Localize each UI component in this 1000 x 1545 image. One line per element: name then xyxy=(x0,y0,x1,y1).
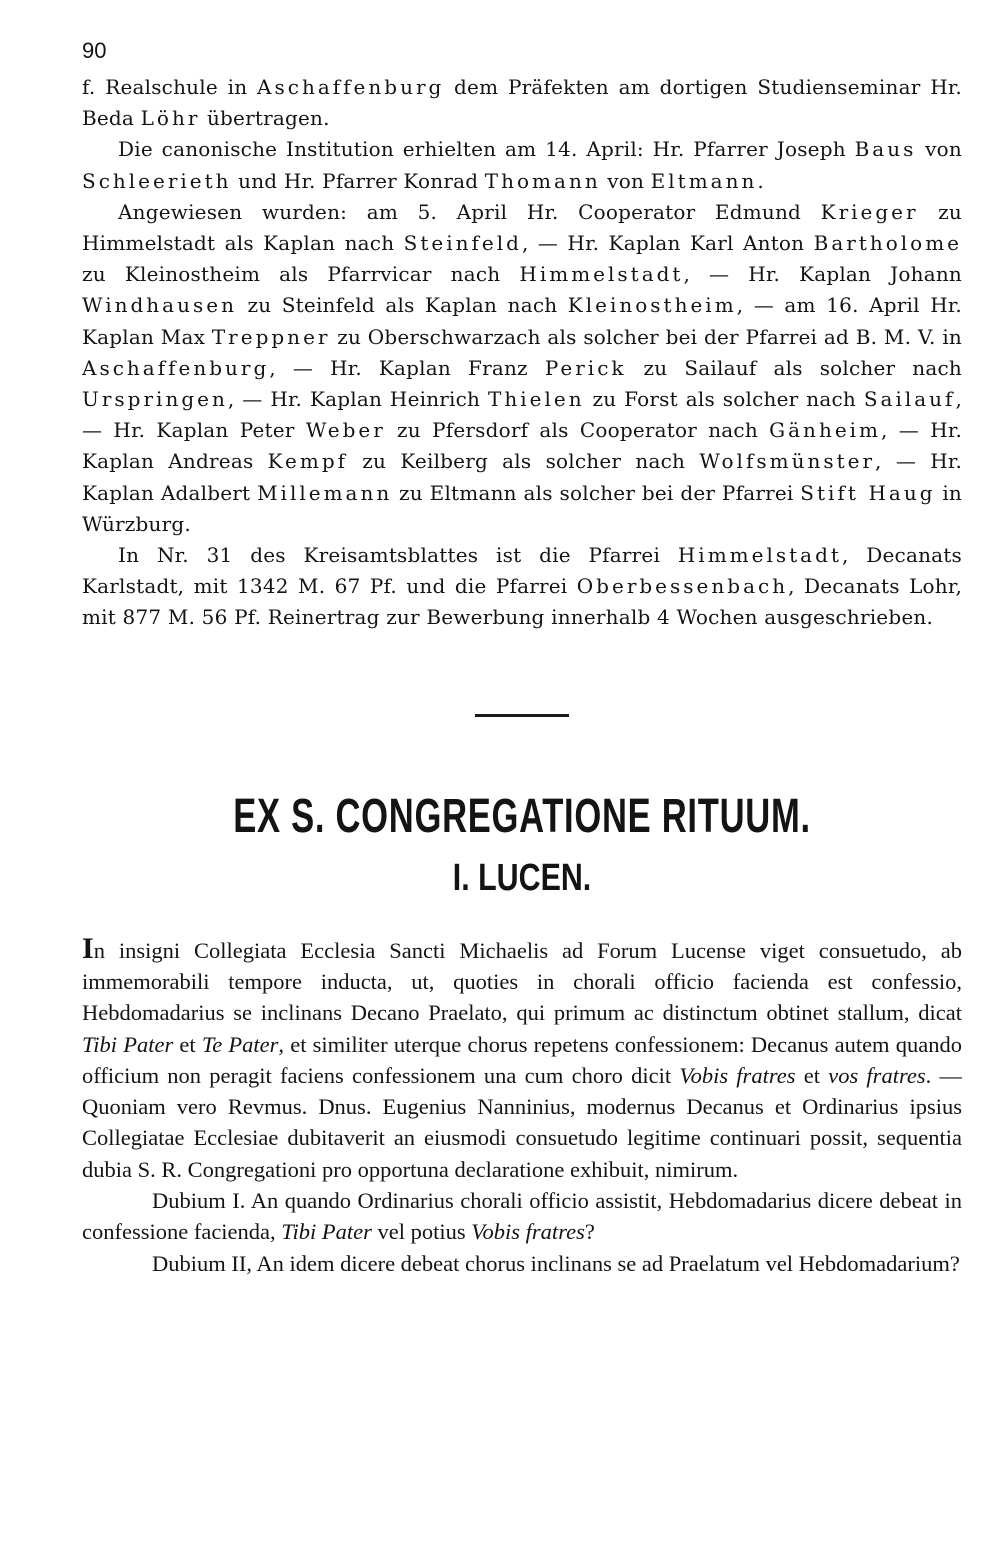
text-run: in Würzburg. xyxy=(82,480,962,536)
spaced-person-name: Krieger xyxy=(820,199,919,224)
text-run: n insigni Collegiata Ecclesia Sancti Michaelis ad Forum Lucense viget consuetudo, ab immemorabili tempore inducta, ut, quoties in chorali officio facienda est confessio, Hebdomadarius se inclinans Decano Praelato, qui primum ac distinctum obtinet stallum, dicat xyxy=(82,937,962,1026)
text-run: , — Hr. Kaplan Adalbert xyxy=(82,449,963,505)
text-run: zu Forst als solcher nach xyxy=(584,387,864,412)
paragraph-canonical-institution xyxy=(82,134,962,196)
text-run: vel potius xyxy=(371,1219,472,1245)
text-run: von xyxy=(916,137,962,162)
spaced-place-name: Aschaffenburg xyxy=(82,355,270,380)
text-run: , — Hr. Kaplan Franz xyxy=(269,355,545,380)
spaced-person-name: Löhr xyxy=(140,106,201,131)
italic-phrase: Tibi Pater xyxy=(82,1031,174,1057)
spaced-place-name: Steinfeld xyxy=(403,231,522,256)
text-run: zu Sailauf als solcher nach xyxy=(626,355,962,380)
paragraph-consuetudo xyxy=(82,931,962,1185)
text-run: , Decanats Lohr, mit 877 M. 56 Pf. Reinertrag zur Bewerbung innerhalb 4 Wochen ausgeschrieben. xyxy=(82,574,962,630)
text-run: Angewiesen wurden: am 5. April Hr. Cooperator Edmund xyxy=(118,199,821,224)
spaced-person-name: Weber xyxy=(305,418,386,443)
spaced-person-name: Kempf xyxy=(267,449,349,474)
italic-phrase: Vobis fratres xyxy=(471,1219,585,1245)
spaced-person-name: Millemann xyxy=(257,480,393,505)
text-run: et xyxy=(173,1031,202,1057)
text-run: , — Hr. Kaplan Karl Anton xyxy=(521,231,814,256)
spaced-place-name: Eltmann xyxy=(650,168,758,193)
text-run: , et similiter uterque chorus repetens confessionem: Decanus autem quando officium non peragit faciens confessionem una cum choro dicit xyxy=(82,1031,962,1088)
spaced-person-name: Baus xyxy=(854,137,917,162)
text-run: ? xyxy=(584,1219,595,1245)
text-run: Dubium I. An quando Ordinarius chorali officio assistit, Hebdomadarius dicere debeat in confessione facienda, xyxy=(82,1188,962,1245)
italic-phrase: Tibi Pater xyxy=(281,1219,372,1245)
paragraph-dubium-1 xyxy=(82,1185,962,1248)
spaced-person-name: Thielen xyxy=(488,387,585,412)
paragraph-vacancies xyxy=(82,540,962,634)
spaced-person-name: Windhausen xyxy=(82,293,237,318)
spaced-person-name: Treppner xyxy=(211,324,331,349)
section-subheading: I. LUCEN. xyxy=(452,856,592,899)
spaced-person-name: Perick xyxy=(544,355,627,380)
spaced-place-name: Wolfsmünster xyxy=(699,449,876,474)
spaced-person-name: Thomann xyxy=(484,168,601,193)
spaced-place-name: Kleinostheim xyxy=(567,293,737,318)
text-run: zu Steinfeld als Kaplan nach xyxy=(236,293,568,318)
text-run: . — Quoniam vero Revmus. Dnus. Eugenius Nanninius, modernus Decanus et Ordinarius ipsius Collegiatae Ecclesiae dubitaverit an eiusmodi consuetudo legitime continuari possit, sequentia dubia S. R. Congregationi pro opportuna declaratione exhibuit, nimirum. xyxy=(82,1062,962,1182)
italic-phrase: Te Pater xyxy=(201,1031,279,1057)
text-run: et xyxy=(795,1062,829,1088)
drop-cap: I xyxy=(82,931,94,965)
spaced-place-name: Oberbessenbach xyxy=(576,574,789,599)
text-run: , Decanats Karlstadt, mit 1342 M. 67 Pf. und die Pfarrei xyxy=(82,543,962,599)
latin-decree-section xyxy=(82,931,962,1279)
spaced-place-name: Schleerieth xyxy=(82,168,232,193)
spaced-place-name: Aschaffenburg xyxy=(257,75,445,99)
text-run: Die canonische Institution erhielten am 14. April: Hr. Pfarrer Joseph xyxy=(118,137,855,162)
spaced-place-name: Himmelstadt xyxy=(519,262,684,287)
spaced-place-name: Gänheim xyxy=(769,418,882,443)
italic-phrase: vos fratres xyxy=(828,1062,926,1088)
text-run: , — Hr. Kaplan Johann xyxy=(683,262,962,287)
text-run: zu Himmelstadt als Kaplan nach xyxy=(82,199,962,256)
text-run: zu Eltmann als solcher bei der Pfarrei xyxy=(392,480,801,505)
text-run: von xyxy=(600,168,651,193)
section-heading: EX S. CONGREGATIONE RITUUM. xyxy=(233,789,811,843)
spaced-place-name: Urspringen xyxy=(82,387,228,412)
paragraph-dubium-2 xyxy=(82,1248,962,1279)
spaced-place-name: Stift Haug xyxy=(800,480,936,505)
spaced-person-name: Bartholome xyxy=(813,231,963,256)
text-run: In Nr. 31 des Kreisamtsblattes ist die Pfarrei xyxy=(118,543,678,568)
text-run: , — Hr. Kaplan Heinrich xyxy=(227,387,489,412)
text-run: zu Pfersdorf als Cooperator nach xyxy=(385,418,770,443)
paragraph-assignments xyxy=(82,197,962,540)
text-run: f. Realschule in xyxy=(82,75,258,99)
text-run: , — am 16. April Hr. Kaplan Max xyxy=(82,293,962,349)
text-run: zu Oberschwarzach als solcher bei der Pfarrei ad B. M. V. in xyxy=(330,324,962,349)
text-run: Dubium II, An idem dicere debeat chorus inclinans se ad Praelatum vel Hebdomadarium? xyxy=(152,1250,960,1276)
text-run: zu Kleinostheim als Pfarrvicar nach xyxy=(82,262,520,287)
text-run: . xyxy=(757,168,764,193)
document-page xyxy=(82,38,962,1279)
german-notices-section xyxy=(82,72,962,634)
spaced-place-name: Himmelstadt xyxy=(677,543,842,568)
text-run: zu Keilberg als solcher nach xyxy=(348,449,700,474)
section-divider xyxy=(475,714,569,717)
text-run: dem Präfekten am dortigen Studienseminar Hr. Beda xyxy=(82,75,962,131)
text-run: , — Hr. Kaplan Peter xyxy=(82,387,962,443)
italic-phrase: Vobis fratres xyxy=(679,1062,796,1088)
spaced-place-name: Sailauf xyxy=(863,387,956,412)
page-number: 90 xyxy=(82,38,107,63)
text-run: und Hr. Pfarrer Konrad xyxy=(231,168,485,193)
paragraph-realschule xyxy=(82,72,962,134)
text-run: , — Hr. Kaplan Andreas xyxy=(82,418,963,474)
text-run: übertragen. xyxy=(200,106,330,131)
